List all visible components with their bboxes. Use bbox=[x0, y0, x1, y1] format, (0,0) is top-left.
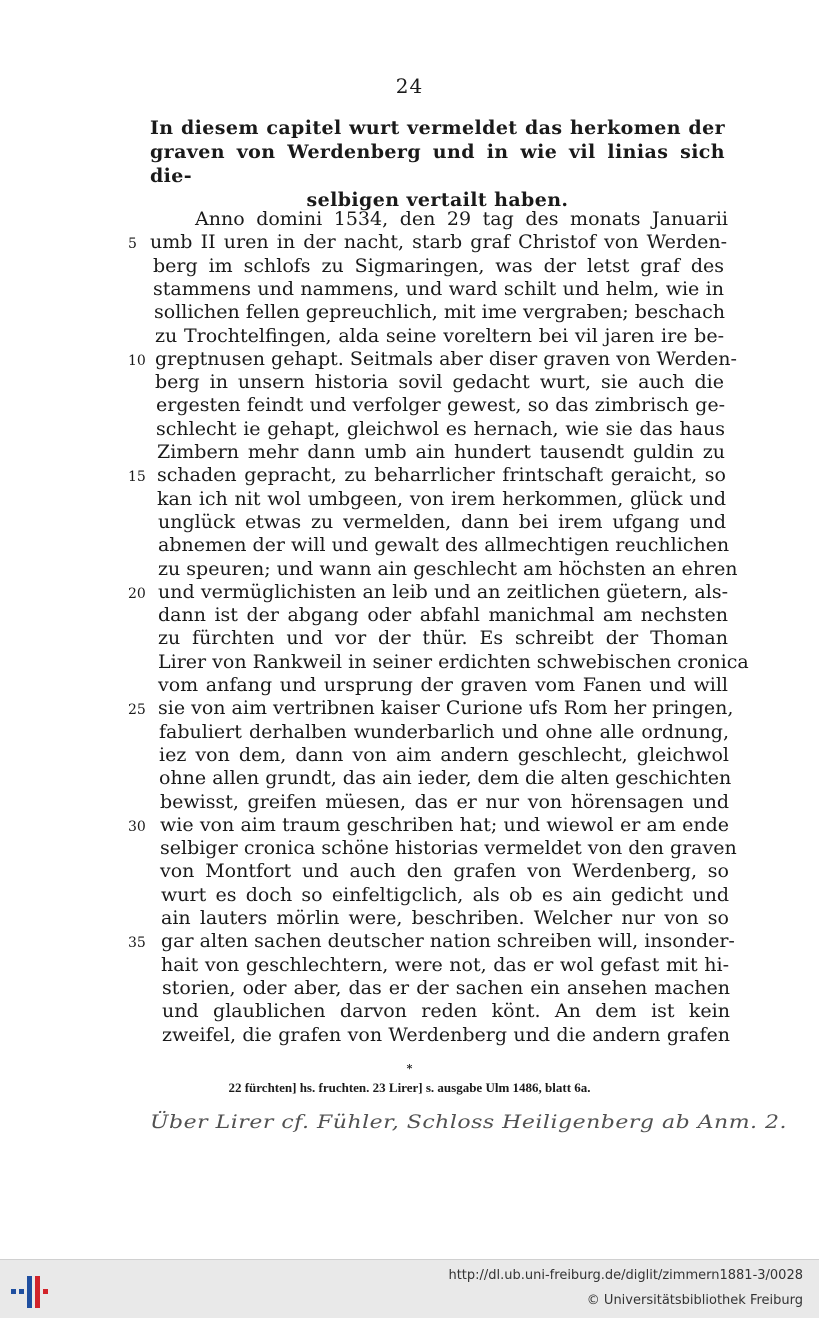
text-line: schaden gepracht, zu beharrlicher frintschaft geraicht, so bbox=[157, 464, 726, 487]
text-line: von Montfort und auch den grafen von Werdenberg, so bbox=[160, 860, 729, 883]
text-line: hait von geschlechtern, were not, das er wol gefast mit hi- bbox=[161, 953, 729, 976]
text-line: zu speuren; und wann ain geschlecht am höchsten an ehren bbox=[158, 557, 738, 580]
signature-mark: * bbox=[406, 1062, 413, 1075]
chapter-heading bbox=[150, 116, 725, 212]
text-line: bewisst, greifen müesen, das er nur von hörensagen und bbox=[160, 790, 729, 813]
text-line: ergesten feindt und verfolger gewest, so das zimbrisch ge- bbox=[156, 394, 725, 417]
library-logo-icon bbox=[10, 1272, 52, 1312]
text-line: ain lauters mörlin were, beschriben. Welcher nur von so bbox=[161, 907, 729, 929]
text-line: vom anfang und ursprung der graven vom Fanen und will bbox=[158, 674, 728, 696]
text-line: Lirer von Rankweil in seiner erdichten schwebischen cronica bbox=[158, 650, 749, 673]
text-line: zu Trochtelfingen, alda seine voreltern bei vil jaren ire be- bbox=[155, 324, 724, 347]
text-line: abnemen der will und gewalt des allmechtigen reuchlichen bbox=[158, 534, 730, 557]
heading-line: graven von Werdenberg und in wie vil linias sich die- bbox=[150, 141, 725, 187]
text-line: umb II uren in der nacht, starb graf Christof von Werden- bbox=[150, 231, 727, 254]
text-line: ohne allen grundt, das ain ieder, dem die alten geschichten bbox=[159, 767, 732, 790]
heading-line: In diesem capitel wurt vermeldet das herkomen der bbox=[150, 117, 725, 139]
text-line: zweifel, die grafen von Werdenberg und die andern grafen bbox=[162, 1023, 730, 1046]
text-line: berg im schlofs zu Sigmaringen, was der letst graf des bbox=[153, 254, 724, 277]
line-number: 15 bbox=[128, 469, 146, 486]
text-line: sie von aim vertribnen kaiser Curione ufs Rom her pringen, bbox=[158, 697, 734, 720]
text-line: und glaublichen darvon reden könt. An dem ist kein bbox=[162, 1000, 730, 1023]
permalink-url[interactable]: http://dl.ub.uni-freiburg.de/diglit/zimmern1881-3/0028 bbox=[448, 1268, 803, 1283]
text-line: fabuliert derhalben wunderbarlich und ohne alle ordnung, bbox=[159, 720, 729, 743]
text-line: greptnusen gehapt. Seitmals aber diser graven von Werden- bbox=[155, 347, 737, 370]
text-line: schlecht ie gehapt, gleichwol es hernach, wie sie das haus bbox=[156, 417, 725, 440]
footnote: 22 fürchten] hs. fruchten. 23 Lirer] s. ausgabe Ulm 1486, blatt 6a. bbox=[228, 1080, 591, 1095]
line-number: 30 bbox=[128, 818, 146, 835]
text-line: wie von aim traum geschriben hat; und wiewol er am ende bbox=[160, 813, 729, 836]
text-line: stammens und nammens, und ward schilt und helm, wie in bbox=[153, 277, 724, 300]
line-number: 25 bbox=[128, 702, 146, 719]
footer-bar bbox=[0, 1259, 819, 1318]
text-line: wurt es doch so einfeltigclich, als ob es ain gedicht und bbox=[161, 883, 729, 906]
text-line: unglück etwas zu vermelden, dann bei irem ufgang und bbox=[158, 510, 726, 533]
handwritten-note: Über Lirer cf. Fühler, Schloss Heiligenberg ab Anm. 2. bbox=[150, 1111, 788, 1134]
text-line: dann ist der abgang oder abfahl manichmal am nechsten bbox=[158, 604, 728, 627]
text-line: storien, oder aber, das er der sachen ein ansehen machen bbox=[162, 976, 730, 999]
text-line: kan ich nit wol umbgeen, von irem herkommen, glück und bbox=[157, 487, 726, 510]
text-line: iez von dem, dann von aim andern geschlecht, gleichwol bbox=[159, 743, 729, 766]
copyright-notice: © Universitätsbibliothek Freiburg bbox=[586, 1293, 803, 1308]
text-line: sollichen fellen gepreuchlich, mit ime vergraben; beschach bbox=[154, 301, 725, 324]
line-number: 35 bbox=[128, 935, 146, 952]
text-line: gar alten sachen deutscher nation schreiben will, insonder- bbox=[161, 930, 735, 953]
line-number: 20 bbox=[128, 585, 146, 602]
text-line: selbiger cronica schöne historias vermeldet von den graven bbox=[160, 837, 737, 860]
line-number: 5 bbox=[128, 236, 137, 253]
page-number: 24 bbox=[395, 74, 424, 98]
line-number: 10 bbox=[128, 352, 146, 369]
text-line: Anno domini 1534, den 29 tag des monats Januarii bbox=[195, 208, 728, 230]
heading-line: selbigen vertailt haben. bbox=[306, 189, 569, 211]
text-line: und vermüglichisten an leib und an zeitlichen güetern, als- bbox=[158, 580, 728, 603]
text-line: Zimbern mehr dann umb ain hundert tausendt guldin zu bbox=[157, 441, 725, 463]
text-line: zu fürchten und vor der thür. Es schreibt der Thoman bbox=[158, 627, 728, 650]
text-line: berg in unsern historia sovil gedacht wurt, sie auch die bbox=[155, 371, 724, 394]
